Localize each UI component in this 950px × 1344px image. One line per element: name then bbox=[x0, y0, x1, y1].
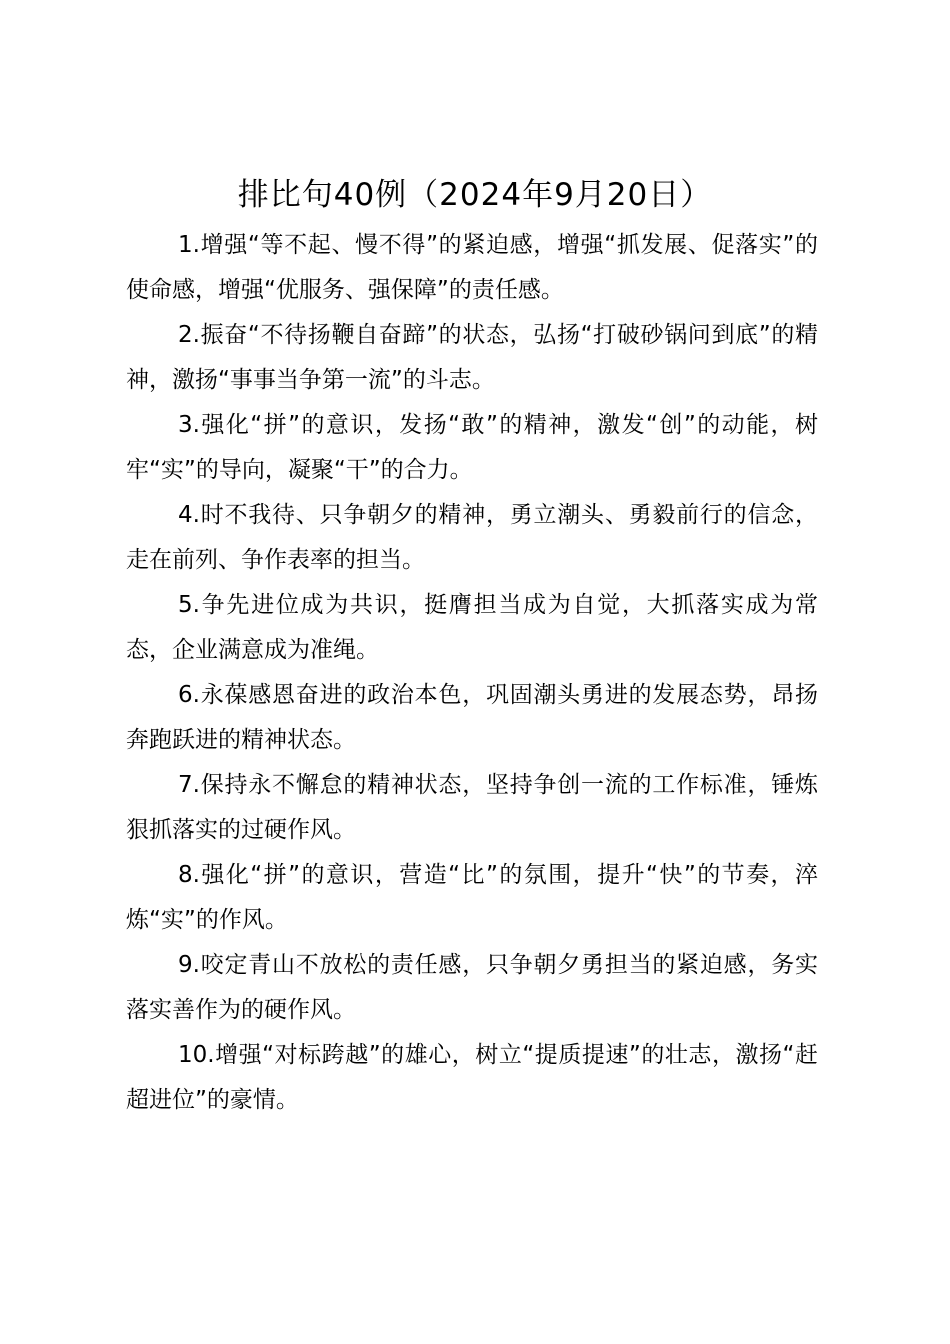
list-item: 5.争先进位成为共识，挺膺担当成为自觉，大抓落实成为常态，企业满意成为准绳。 bbox=[126, 592, 818, 663]
list-item: 3.强化“拼”的意识，发扬“敢”的精神，激发“创”的动能，树牢“实”的导向，凝聚“干”的合力。 bbox=[126, 412, 819, 483]
list-item: 2.振奋“不待扬鞭自奋蹄”的状态，弘扬“打破砂锅问到底”的精神，激扬“事事当争第一流”的斗志。 bbox=[126, 322, 818, 393]
list-item: 7.保持永不懈怠的精神状态，坚持争创一流的工作标准，锤炼狠抓落实的过硬作风。 bbox=[126, 772, 818, 843]
document-title: 排比句40例（2024年9月20日） bbox=[237, 177, 713, 213]
list-item: 1.增强“等不起、慢不得”的紧迫感，增强“抓发展、促落实”的使命感，增强“优服务、强保障”的责任感。 bbox=[126, 232, 818, 303]
list-item: 10.增强“对标跨越”的雄心，树立“提质提速”的壮志，激扬“赶超进位”的豪情。 bbox=[126, 1042, 818, 1113]
list-item: 4.时不我待、只争朝夕的精神，勇立潮头、勇毅前行的信念，走在前列、争作表率的担当。 bbox=[126, 502, 818, 573]
list-item: 6.永葆感恩奋进的政治本色，巩固潮头勇进的发展态势，昂扬奔跑跃进的精神状态。 bbox=[126, 682, 818, 753]
list-item: 8.强化“拼”的意识，营造“比”的氛围，提升“快”的节奏，淬炼“实”的作风。 bbox=[126, 862, 819, 933]
list-item: 9.咬定青山不放松的责任感，只争朝夕勇担当的紧迫感，务实落实善作为的硬作风。 bbox=[126, 952, 818, 1023]
document-body bbox=[126, 223, 818, 1123]
